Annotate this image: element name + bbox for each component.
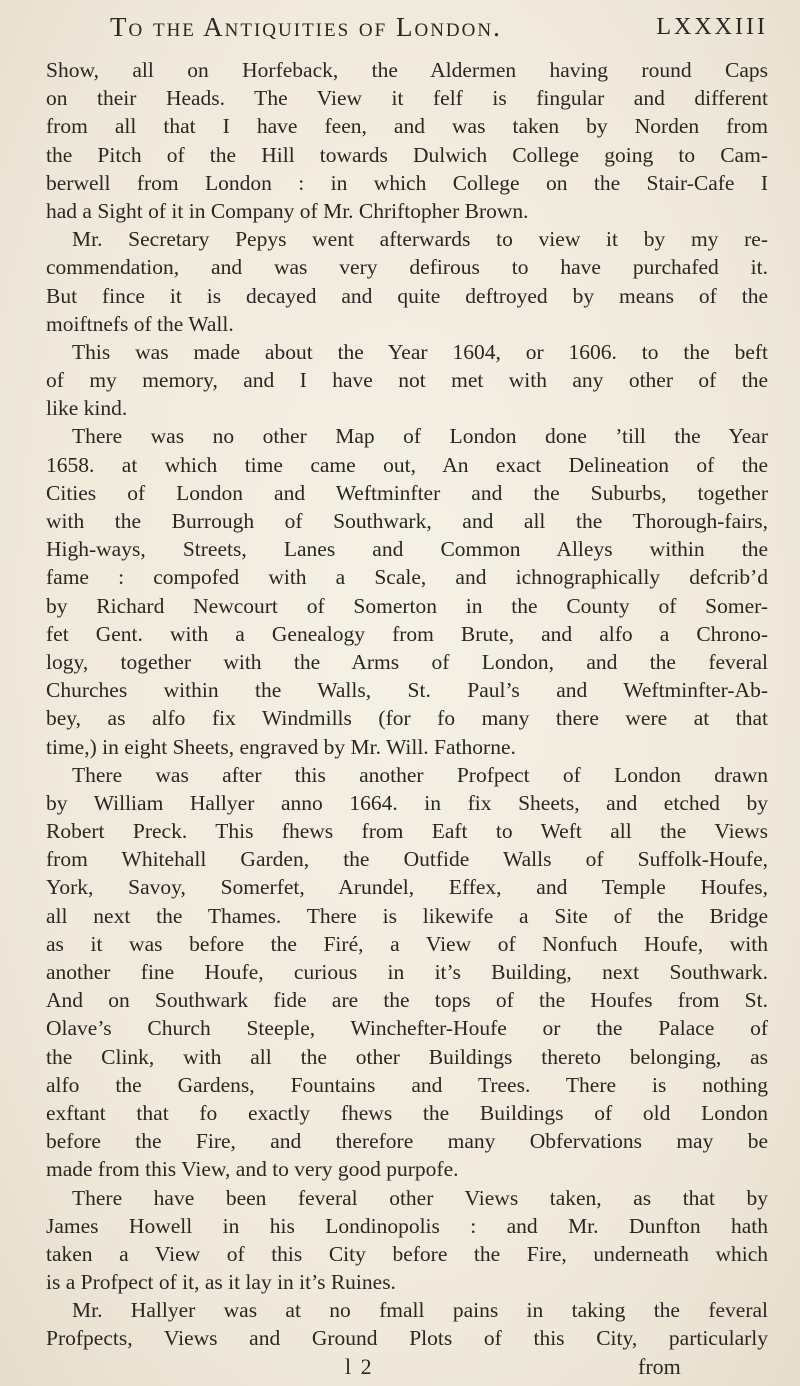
text-line: York, Savoy, Somerfet, Arundel, Effex, and Temple Houfes, bbox=[46, 875, 768, 900]
text-line: There was after this another Profpect of London drawn bbox=[72, 762, 768, 787]
text-line: fame : compofed with a Scale, and ichnographically defcrib’d bbox=[46, 565, 768, 590]
text-line: Mr. Secretary Pepys went afterwards to view it by my re- bbox=[72, 227, 768, 252]
text-line: Show, all on Horfeback, the Aldermen having round Caps bbox=[46, 58, 768, 82]
page-number: LXXXIII bbox=[656, 14, 768, 40]
text-line: the Pitch of the Hill towards Dulwich College going to Cam- bbox=[46, 142, 768, 167]
text-line: Olave’s Church Steeple, Winchefter-Houfe or the Palace of bbox=[46, 1016, 768, 1041]
text-line: time,) in eight Sheets, engraved by Mr. Will. Fathorne. bbox=[46, 734, 516, 759]
text-line: berwell from London : in which College on the Stair-Cafe I bbox=[46, 170, 768, 195]
page-footer bbox=[0, 1354, 800, 1384]
catchword: from bbox=[638, 1354, 681, 1379]
text-line: alfo the Gardens, Fountains and Trees. There is nothing bbox=[46, 1072, 768, 1097]
text-line: 1658. at which time came out, An exact Delineation of the bbox=[46, 452, 768, 477]
text-line: Profpects, Views and Ground Plots of this City, particularly bbox=[46, 1326, 768, 1351]
text-line: from all that I have feen, and was taken by Norden from bbox=[46, 114, 768, 139]
text-line: the Clink, with all the other Buildings thereto belonging, as bbox=[46, 1044, 768, 1069]
text-line: bey, as alfo fix Windmills (for fo many there were at that bbox=[46, 706, 768, 731]
text-line: by Richard Newcourt of Somerton in the County of Somer- bbox=[46, 593, 768, 618]
text-line: is a Profpect of it, as it lay in it’s Ruines. bbox=[46, 1270, 396, 1295]
text-line: exftant that fo exactly fhews the Buildings of old London bbox=[46, 1100, 768, 1125]
text-line: fet Gent. with a Genealogy from Brute, and alfo a Chrono- bbox=[46, 621, 768, 646]
text-line: And on Southwark fide are the tops of the Houfes from St. bbox=[46, 988, 768, 1013]
running-title: To the Antiquities of London. bbox=[110, 12, 502, 42]
text-line: Mr. Hallyer was at no fmall pains in taking the feveral bbox=[72, 1298, 768, 1323]
text-line: There have been feveral other Views taken, as that by bbox=[72, 1185, 768, 1210]
text-line: moiftnefs of the Wall. bbox=[46, 311, 234, 336]
text-line: from Whitehall Garden, the Outfide Walls of Suffolk-Houfe, bbox=[46, 847, 768, 872]
text-line: But fince it is decayed and quite deftroyed by means of the bbox=[46, 283, 768, 308]
text-line: on their Heads. The View it felf is fingular and different bbox=[46, 86, 768, 111]
text-line: made from this View, and to very good purpofe. bbox=[46, 1157, 459, 1182]
running-head bbox=[88, 8, 768, 52]
text-line: James Howell in his Londinopolis : and Mr. Dunfton hath bbox=[46, 1213, 768, 1238]
text-line: all next the Thames. There is likewife a Site of the Bridge bbox=[46, 903, 768, 928]
text-line: Robert Preck. This fhews from Eaft to Weft all the Views bbox=[46, 819, 768, 844]
text-line: This was made about the Year 1604, or 1606. to the beft bbox=[72, 339, 768, 364]
text-line: commendation, and was very defirous to have purchafed it. bbox=[46, 255, 768, 280]
text-line: There was no other Map of London done ’till the Year bbox=[72, 424, 768, 449]
text-line: with the Burrough of Southwark, and all the Thorough-fairs, bbox=[46, 509, 768, 533]
text-line: as it was before the Firé, a View of Nonfuch Houfe, with bbox=[46, 931, 768, 956]
text-line: by William Hallyer anno 1664. in fix Sheets, and etched by bbox=[46, 790, 768, 815]
text-line: Cities of London and Weftminfter and the Suburbs, together bbox=[46, 480, 768, 505]
text-line: High-ways, Streets, Lanes and Common Alleys within the bbox=[46, 537, 768, 562]
text-line: taken a View of this City before the Fire, underneath which bbox=[46, 1241, 768, 1266]
text-line: like kind. bbox=[46, 396, 128, 421]
text-line: Churches within the Walls, St. Paul’s and Weftminfter-Ab- bbox=[46, 678, 768, 703]
text-line: logy, together with the Arms of London, and the feveral bbox=[46, 649, 768, 674]
text-line: another fine Houfe, curious in it’s Building, next Southwark. bbox=[46, 960, 768, 984]
signature-mark: l 2 bbox=[345, 1354, 374, 1379]
text-line: of my memory, and I have not met with any other of the bbox=[46, 368, 768, 393]
body-text bbox=[46, 56, 768, 1353]
text-line: before the Fire, and therefore many Obfervations may be bbox=[46, 1129, 768, 1154]
text-line: had a Sight of it in Company of Mr. Chriftopher Brown. bbox=[46, 198, 529, 223]
